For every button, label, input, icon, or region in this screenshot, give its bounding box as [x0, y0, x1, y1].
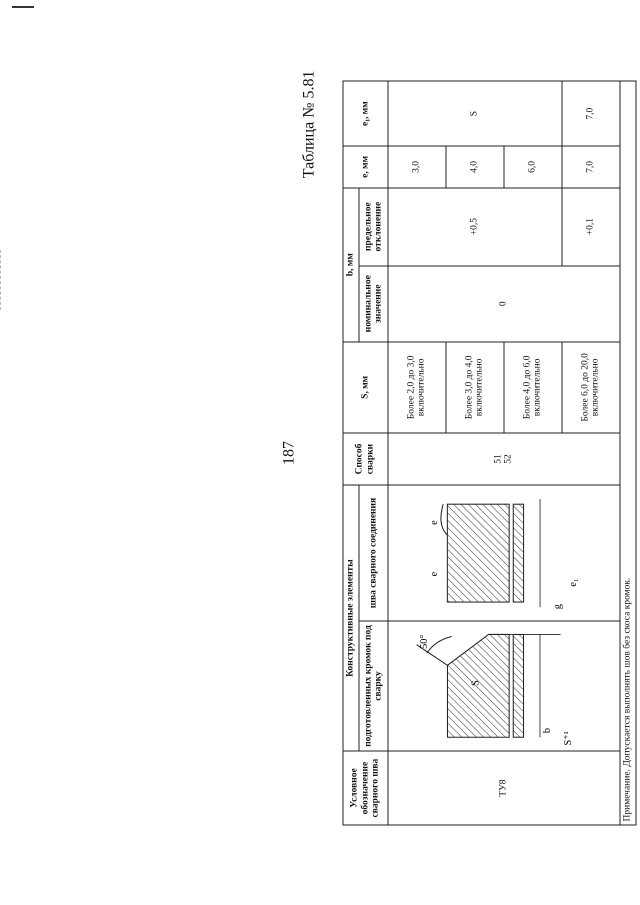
rotated-page	[280, 60, 633, 845]
scan-edge	[0, 250, 2, 310]
table-note: Примечание. Допускается выполнять шов без скоса кромок.	[619, 81, 635, 825]
edges-sketch	[389, 624, 618, 747]
method-52: 52	[503, 453, 514, 464]
header-b: b, мм	[343, 187, 359, 341]
s-sup-label: S⁺¹	[562, 730, 574, 746]
designation-cell: ТУ8	[387, 751, 619, 825]
table-title: Таблица № 5.81	[300, 70, 317, 178]
header-e1: e₁, мм	[343, 81, 388, 146]
s-row-1: Более 2,0 до 3,0 включительно	[387, 341, 445, 432]
header-elements: Конструктивные элементы	[343, 485, 359, 751]
seam-sketch-cell	[387, 485, 619, 621]
header-seam: шва сварного соединения	[359, 485, 388, 621]
header-s: S, мм	[343, 341, 388, 432]
e-label: e	[428, 571, 440, 576]
e1-label: e₁	[567, 577, 579, 586]
b-label: b	[541, 727, 553, 733]
s-row-4: Более 6,0 до 20,0 включительно	[561, 341, 619, 432]
header-b-tolerance: предельное отклонение	[359, 187, 388, 265]
seam-sketch	[389, 488, 618, 617]
angle-label: 50°	[418, 634, 430, 649]
edges-sketch-cell	[387, 620, 619, 750]
method-51: 51	[492, 453, 503, 464]
e-row-4: 7,0	[561, 146, 619, 187]
header-designation: Условное обозначение сварного шва	[343, 751, 388, 825]
method-cell	[387, 432, 619, 484]
e-row-1: 3,0	[387, 146, 445, 187]
header-edges: подготовленных кромок под сварку	[359, 620, 388, 750]
scan-mark	[12, 6, 34, 8]
e1-group: S	[387, 81, 561, 146]
s-row-2: Более 3,0 до 4,0 включительно	[445, 341, 503, 432]
g-label: g	[551, 603, 563, 609]
weld-table	[342, 80, 636, 825]
page-number: 187	[280, 440, 297, 465]
e-row-3: 6,0	[503, 146, 561, 187]
header-b-nominal: номинальное значение	[359, 265, 388, 341]
header-e: e, мм	[343, 146, 388, 187]
tolerance-group: +0,5	[387, 187, 561, 265]
header-method: Способ сварки	[343, 432, 388, 484]
e-label-2: e	[428, 519, 440, 525]
b-nominal-cell: 0	[387, 265, 619, 341]
s-label: S	[469, 679, 481, 686]
tolerance-row-4: +0,1	[561, 187, 619, 265]
e1-row-4: 7,0	[561, 81, 619, 146]
s-row-3: Более 4,0 до 6,0 включительно	[503, 341, 561, 432]
e-row-2: 4,0	[445, 146, 503, 187]
